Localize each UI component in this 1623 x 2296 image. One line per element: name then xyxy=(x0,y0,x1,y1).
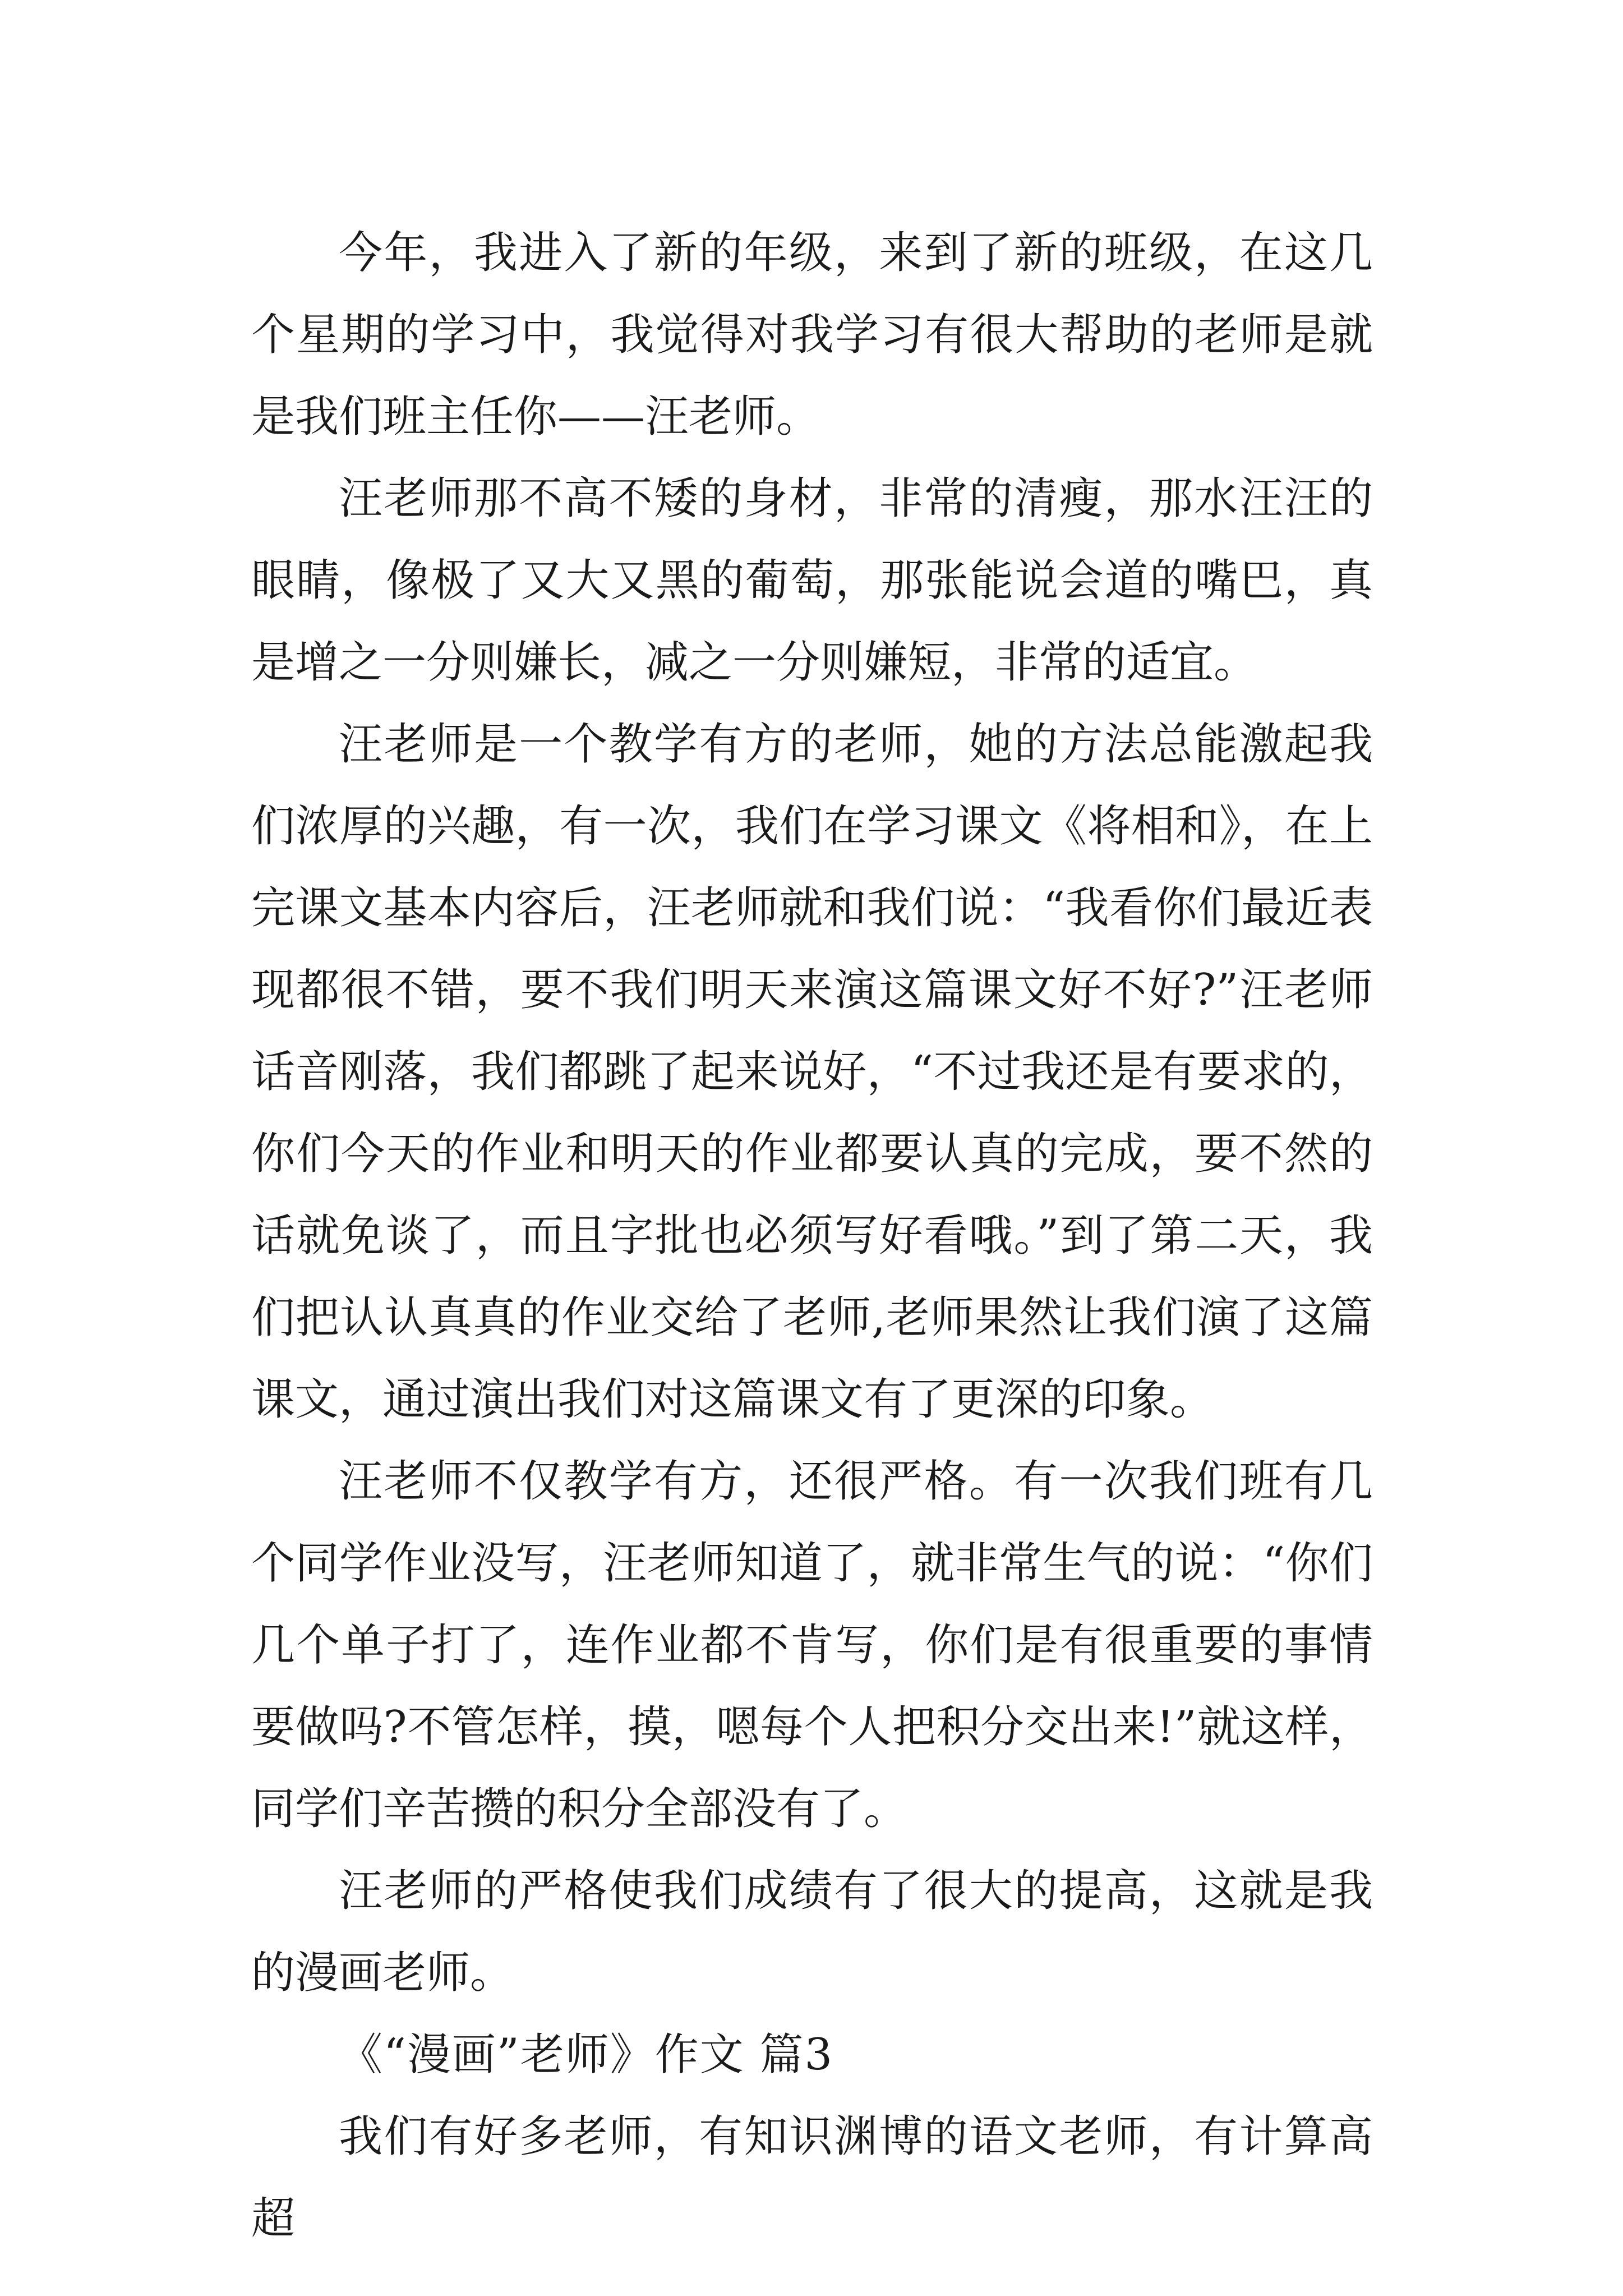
paragraph-appearance: 汪老师那不高不矮的身材，非常的清瘦，那水汪汪的眼睛，像极了又大又黑的葡萄，那张能说会道的嘴巴，真是增之一分则嫌长，减之一分则嫌短，非常的适宜。 xyxy=(251,473,1373,688)
paragraph-strictness: 汪老师不仅教学有方，还很严格。有一次我们班有几个同学作业没写，汪老师知道了，就非常生气的说：“你们几个单子打了，连作业都不肯写，你们是有很重要的事情要做吗?不管怎样，摸，嗯每个人把积分交出来!”就这样，同学们辛苦攒的积分全部没有了。 xyxy=(251,1456,1373,1834)
section-heading: 《“漫画”老师》作文 篇3 xyxy=(339,2030,834,2080)
paragraph-next-essay-start: 我们有好多老师，有知识渊博的语文老师，有计算高超 xyxy=(251,2111,1373,2244)
document-body xyxy=(251,212,1373,2260)
paragraph-teaching-method: 汪老师是一个教学有方的老师，她的方法总能激起我们浓厚的兴趣，有一次，我们在学习课文《将相和》，在上完课文基本内容后，汪老师就和我们说：“我看你们最近表现都很不错，要不我们明天来演这篇课文好不好?”汪老师话音刚落，我们都跳了起来说好，“不过我还是有要求的，你们今天的作业和明天的作业都要认真的完成，要不然的话就免谈了，而且字批也必须写好看哦。”到了第二天，我们把认认真真的作业交给了老师,老师果然让我们演了这篇课文，通过演出我们对这篇课文有了更深的印象。 xyxy=(251,719,1373,1425)
paragraph-conclusion: 汪老师的严格使我们成绩有了很大的提高，这就是我的漫画老师。 xyxy=(251,1866,1373,1998)
paragraph-intro: 今年，我进入了新的年级，来到了新的班级，在这几个星期的学习中，我觉得对我学习有很大帮助的老师是就是我们班主任你——汪老师。 xyxy=(251,228,1373,442)
